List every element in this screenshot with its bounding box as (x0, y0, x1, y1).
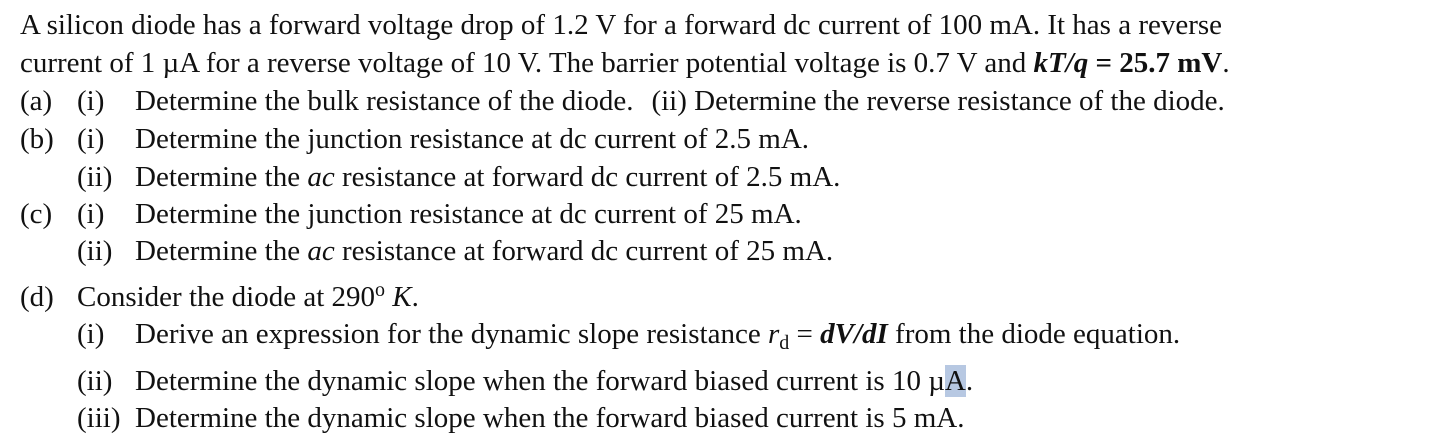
intro-text-1: A silicon diode has a forward voltage drop of 1.2 V for a forward dc current of 100 mA. It has a reverse (20, 9, 1223, 41)
part-d-ii-label: (ii) (77, 365, 113, 397)
part-d-iii-text: Determine the dynamic slope when the forward biased current is 5 mA. (135, 402, 965, 434)
part-c-ii-text-post: resistance at forward dc current of 25 mA. (334, 235, 834, 267)
part-d-i (20, 317, 1181, 354)
kelvin-unit: K (385, 281, 412, 313)
part-d-i-label: (i) (77, 318, 105, 350)
part-c-ii-label: (ii) (77, 235, 113, 267)
part-b-i-text: Determine the junction resistance at dc current of 2.5 mA. (135, 123, 810, 155)
part-d-iii (20, 401, 964, 435)
part-b-ii-label: (ii) (77, 161, 113, 193)
intro-line-2 (20, 46, 1230, 80)
part-b (20, 122, 809, 156)
kt-over-q: kT/q (1033, 47, 1089, 79)
intro-line-1 (20, 8, 1222, 42)
part-c-ii-ac: ac (307, 235, 335, 267)
part-c-ii (20, 234, 833, 268)
thermal-voltage-value: = 25.7 mV (1088, 47, 1223, 79)
intro-period: . (1222, 47, 1230, 79)
part-a-ii-text: Determine the reverse resistance of the diode. (694, 85, 1225, 117)
part-c-ii-text-pre: Determine the (135, 235, 308, 267)
selection-highlight[interactable]: A (944, 365, 966, 397)
d-subscript: d (779, 332, 790, 354)
part-b-ii (20, 160, 840, 194)
r-symbol: r (767, 318, 780, 350)
part-d-label: (d) (20, 281, 54, 313)
part-c (20, 197, 802, 231)
intro-text-2: current of 1 µA for a reverse voltage of 10 V. The barrier potential voltage is 0.7 V and (20, 47, 1034, 79)
part-b-i-label: (i) (77, 123, 105, 155)
part-b-ii-text-pre: Determine the (135, 161, 308, 193)
part-c-label: (c) (20, 198, 53, 230)
part-d-ii (20, 364, 973, 398)
part-d-i-text-pre: Derive an expression for the dynamic slope resistance (135, 318, 768, 350)
part-a-i-text: Determine the bulk resistance of the diode. (135, 85, 634, 117)
part-d-iii-label: (iii) (77, 402, 121, 434)
part-a-ii-label: (ii) (651, 85, 687, 117)
degree-mark: o (375, 279, 386, 301)
part-d (20, 280, 419, 314)
part-a-i-label: (i) (77, 85, 105, 117)
part-b-ii-ac: ac (307, 161, 335, 193)
part-d-i-text-post: from the diode equation. (887, 318, 1181, 350)
part-d-period: . (411, 281, 419, 313)
part-c-i-text: Determine the junction resistance at dc current of 25 mA. (135, 198, 802, 230)
part-a-label: (a) (20, 85, 53, 117)
part-b-ii-text-post: resistance at forward dc current of 2.5 mA. (334, 161, 841, 193)
equals-sign: = (789, 318, 821, 350)
part-b-label: (b) (20, 123, 54, 155)
part-a (20, 84, 1225, 118)
part-d-ii-period: . (965, 365, 974, 397)
part-d-ii-text-pre: Determine the dynamic slope when the forward biased current is 10 µ (135, 365, 945, 397)
dv-di-formula: dV/dI (820, 318, 888, 350)
part-d-text: Consider the diode at 290 (77, 281, 376, 313)
part-c-i-label: (i) (77, 198, 105, 230)
